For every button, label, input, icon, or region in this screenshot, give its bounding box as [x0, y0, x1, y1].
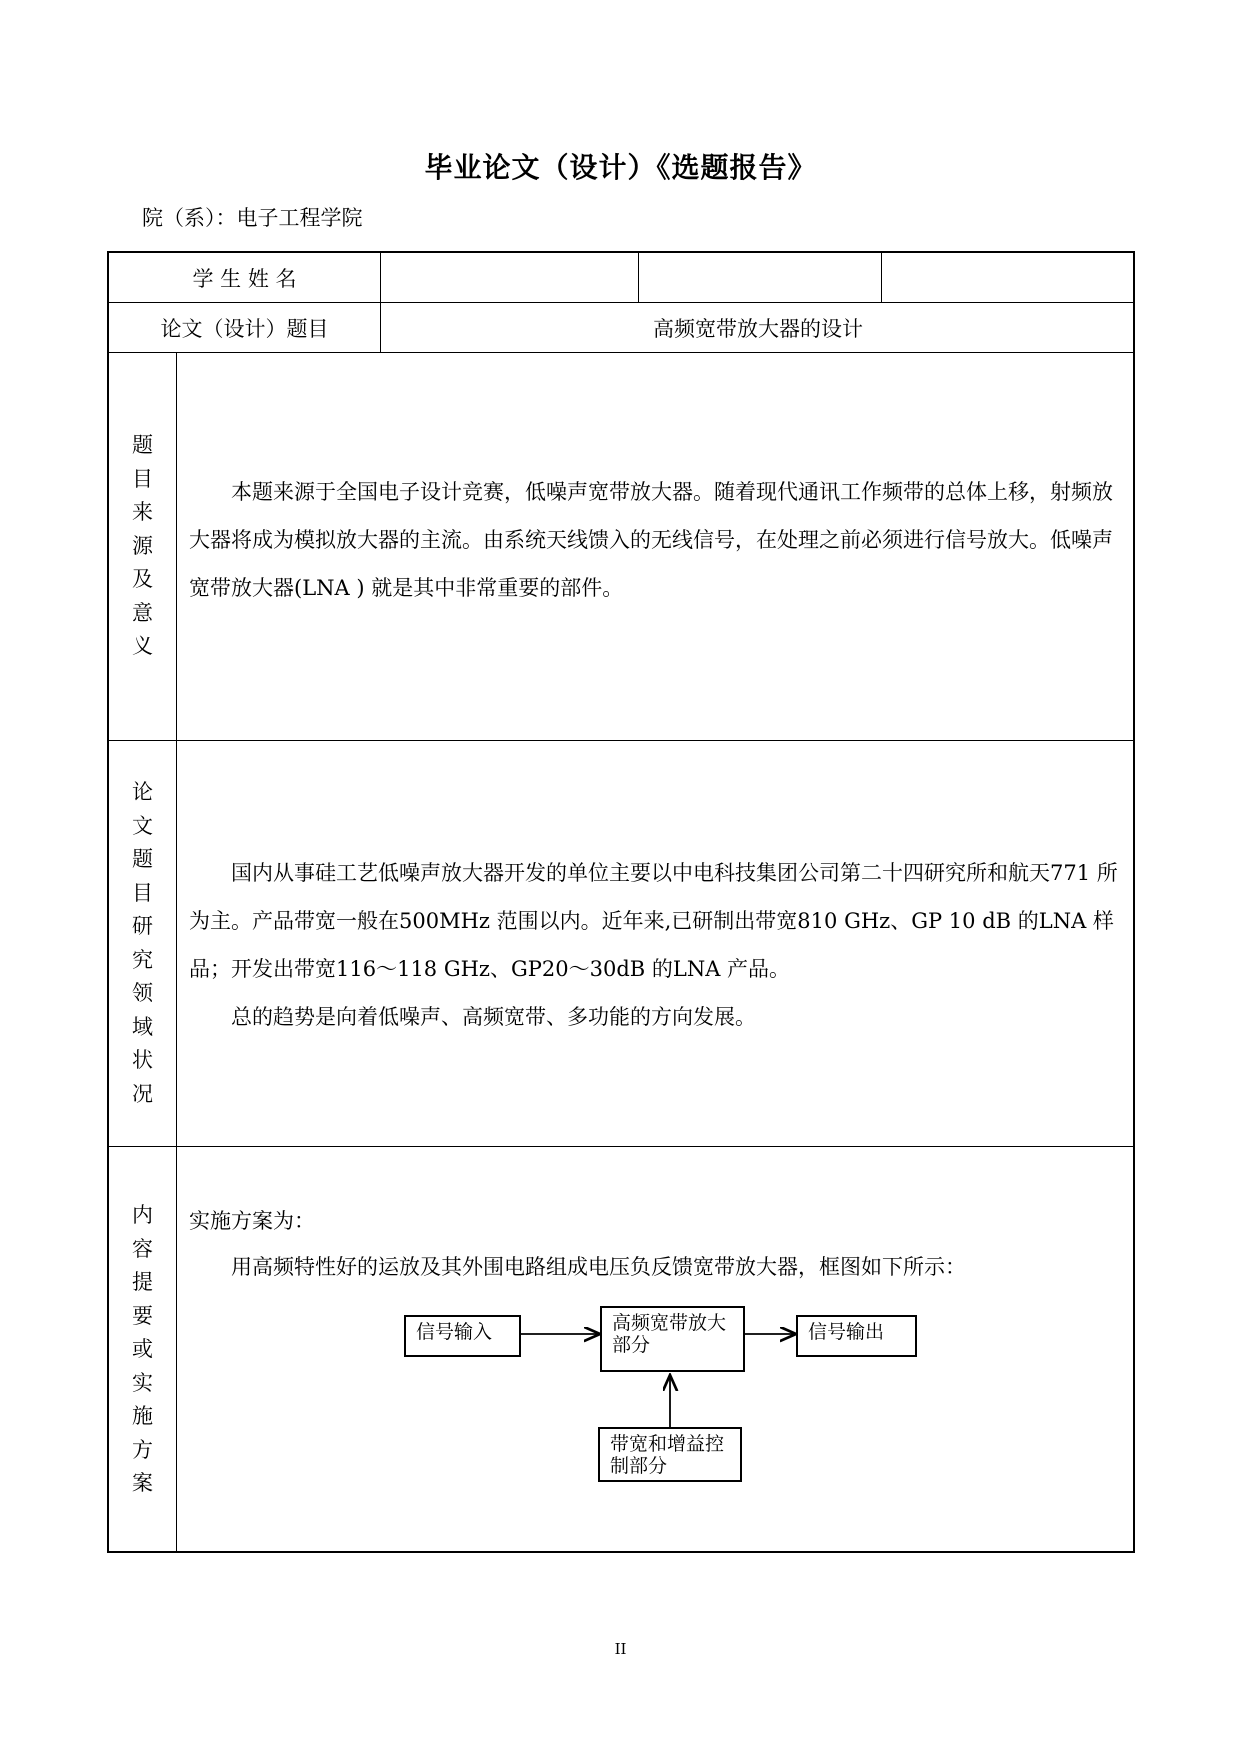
report-form — [107, 251, 1135, 1553]
label-char: 容 — [132, 1236, 153, 1261]
label-char: 目 — [132, 466, 153, 491]
section-label-research — [109, 741, 176, 1146]
section-text-source — [189, 468, 1125, 612]
label-char: 提 — [132, 1270, 153, 1295]
label-char: 义 — [132, 634, 153, 659]
label-char: 意 — [132, 600, 153, 625]
label-char: 题 — [132, 847, 153, 871]
diagram-amplifier-box: 高频宽带放大部分 — [600, 1306, 745, 1372]
page-number: II — [614, 1640, 627, 1658]
label-char: 或 — [132, 1337, 153, 1362]
department-line: 院（系）：电子工程学院 — [142, 206, 363, 230]
diagram-output-box: 信号输出 — [796, 1315, 917, 1357]
topic-label: 论文（设计）题目 — [160, 316, 329, 341]
student-name-field[interactable] — [381, 253, 638, 302]
plan-intro: 实施方案为： — [189, 1209, 315, 1233]
row-divider — [109, 740, 1133, 741]
label-char: 文 — [132, 813, 153, 838]
label-char: 案 — [132, 1471, 153, 1496]
section-text-research — [189, 849, 1125, 1041]
paragraph: 本题来源于全国电子设计竞赛，低噪声宽带放大器。随着现代通讯工作频带的总体上移，射频放大器将成为模拟放大器的主流。由系统天线馈入的无线信号，在处理之前必须进行信号放大。低噪声宽带放大器(LNA ) 就是其中非常重要的部件。 — [189, 480, 1113, 600]
row-divider — [109, 352, 1133, 353]
paragraph: 总的趋势是向着低噪声、高频宽带、多功能的方向发展。 — [231, 1005, 756, 1029]
row-divider — [109, 1146, 1133, 1147]
extra-field[interactable] — [882, 253, 1135, 302]
block-diagram — [404, 1306, 885, 1482]
label-char: 施 — [132, 1404, 153, 1429]
label-char: 实 — [132, 1370, 153, 1395]
student-name-label: 学 生 姓 名 — [192, 266, 297, 291]
label-char: 方 — [132, 1437, 153, 1462]
section-label-plan — [109, 1147, 176, 1553]
label-char: 要 — [132, 1303, 153, 1328]
label-char: 题 — [132, 433, 153, 458]
student-id-field[interactable] — [639, 253, 881, 302]
paragraph: 国内从事硅工艺低噪声放大器开发的单位主要以中电科技集团公司第二十四研究所和航天771 所为主。产品带宽一般在500MHz 范围以内。近年来,已研制出带宽810 GHz、GP 10 dB 的LNA 样品；开发出带宽116～118 GHz、GP20～30dB 的LNA 产品。 — [189, 861, 1118, 981]
paragraph: 用高频特性好的运放及其外围电路组成电压负反馈宽带放大器，框图如下所示： — [231, 1255, 966, 1279]
column-divider — [176, 352, 177, 1553]
label-char: 源 — [132, 533, 153, 558]
label-char: 领 — [132, 981, 153, 1005]
label-char: 研 — [132, 914, 153, 938]
page-title: 毕业论文（设计）《选题报告》 — [424, 151, 817, 184]
label-char: 来 — [132, 500, 153, 525]
diagram-input-box: 信号输入 — [404, 1315, 521, 1357]
label-char: 域 — [132, 1014, 153, 1039]
section-text-plan — [189, 1198, 1125, 1290]
label-char: 状 — [132, 1048, 153, 1072]
diagram-control-box: 带宽和增益控制部分 — [598, 1427, 742, 1482]
topic-value: 高频宽带放大器的设计 — [653, 316, 863, 341]
label-char: 目 — [132, 880, 153, 905]
label-char: 内 — [132, 1203, 153, 1228]
label-char: 况 — [132, 1081, 153, 1106]
section-label-source — [109, 353, 176, 740]
label-char: 究 — [132, 947, 153, 972]
label-char: 论 — [132, 780, 153, 804]
label-char: 及 — [132, 567, 153, 592]
